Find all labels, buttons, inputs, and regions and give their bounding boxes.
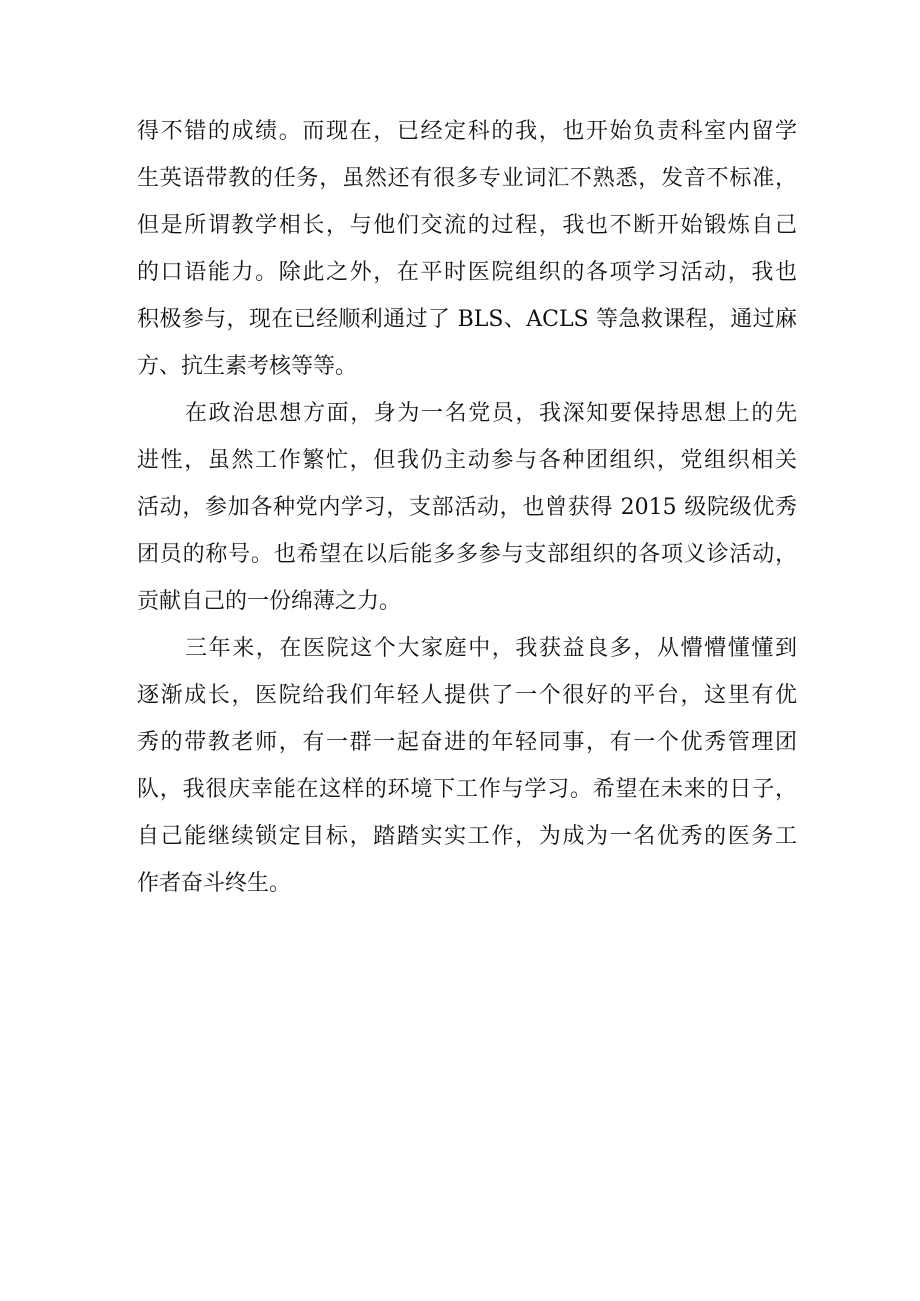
paragraph-line: 三年来，在医院这个大家庭中，我获益良多，从懵懵懂懂到 (185, 636, 797, 661)
document-body (137, 108, 797, 907)
paragraph-line: 队，我很庆幸能在这样的环境下工作与学习。希望在未来的日子， (137, 777, 797, 802)
paragraph-line: 进性，虽然工作繁忙，但我仍主动参与各种团组织，党组织相关 (137, 448, 797, 473)
paragraph-3 (137, 625, 797, 907)
paragraph-line: 得不错的成绩。而现在，已经定科的我，也开始负责科室内留学 (137, 119, 797, 144)
paragraph-line: 贡献自己的一份绵薄之力。 (137, 589, 402, 614)
paragraph-line: 团员的称号。也希望在以后能多多参与支部组织的各项义诊活动， (137, 542, 797, 567)
paragraph-line: 作者奋斗终生。 (137, 871, 292, 896)
paragraph-line: 积极参与，现在已经顺利通过了 BLS、ACLS 等急救课程，通过麻 (137, 307, 797, 332)
paragraph-line: 逐渐成长，医院给我们年轻人提供了一个很好的平台，这里有优 (137, 683, 797, 708)
paragraph-line: 方、抗生素考核等等。 (137, 354, 358, 379)
paragraph-line: 活动，参加各种党内学习，支部活动，也曾获得 2015 级院级优秀 (137, 495, 797, 520)
paragraph-2 (137, 390, 797, 625)
paragraph-line: 秀的带教老师，有一群一起奋进的年轻同事，有一个优秀管理团 (137, 730, 797, 755)
paragraph-line: 的口语能力。除此之外，在平时医院组织的各项学习活动，我也 (137, 260, 797, 285)
paragraph-line: 但是所谓教学相长，与他们交流的过程，我也不断开始锻炼自己 (137, 213, 797, 238)
paragraph-line: 生英语带教的任务，虽然还有很多专业词汇不熟悉，发音不标准， (137, 166, 797, 191)
paragraph-line: 在政治思想方面，身为一名党员，我深知要保持思想上的先 (185, 401, 797, 426)
paragraph-line: 自己能继续锁定目标，踏踏实实工作，为成为一名优秀的医务工 (137, 824, 797, 849)
paragraph-1 (137, 108, 797, 390)
